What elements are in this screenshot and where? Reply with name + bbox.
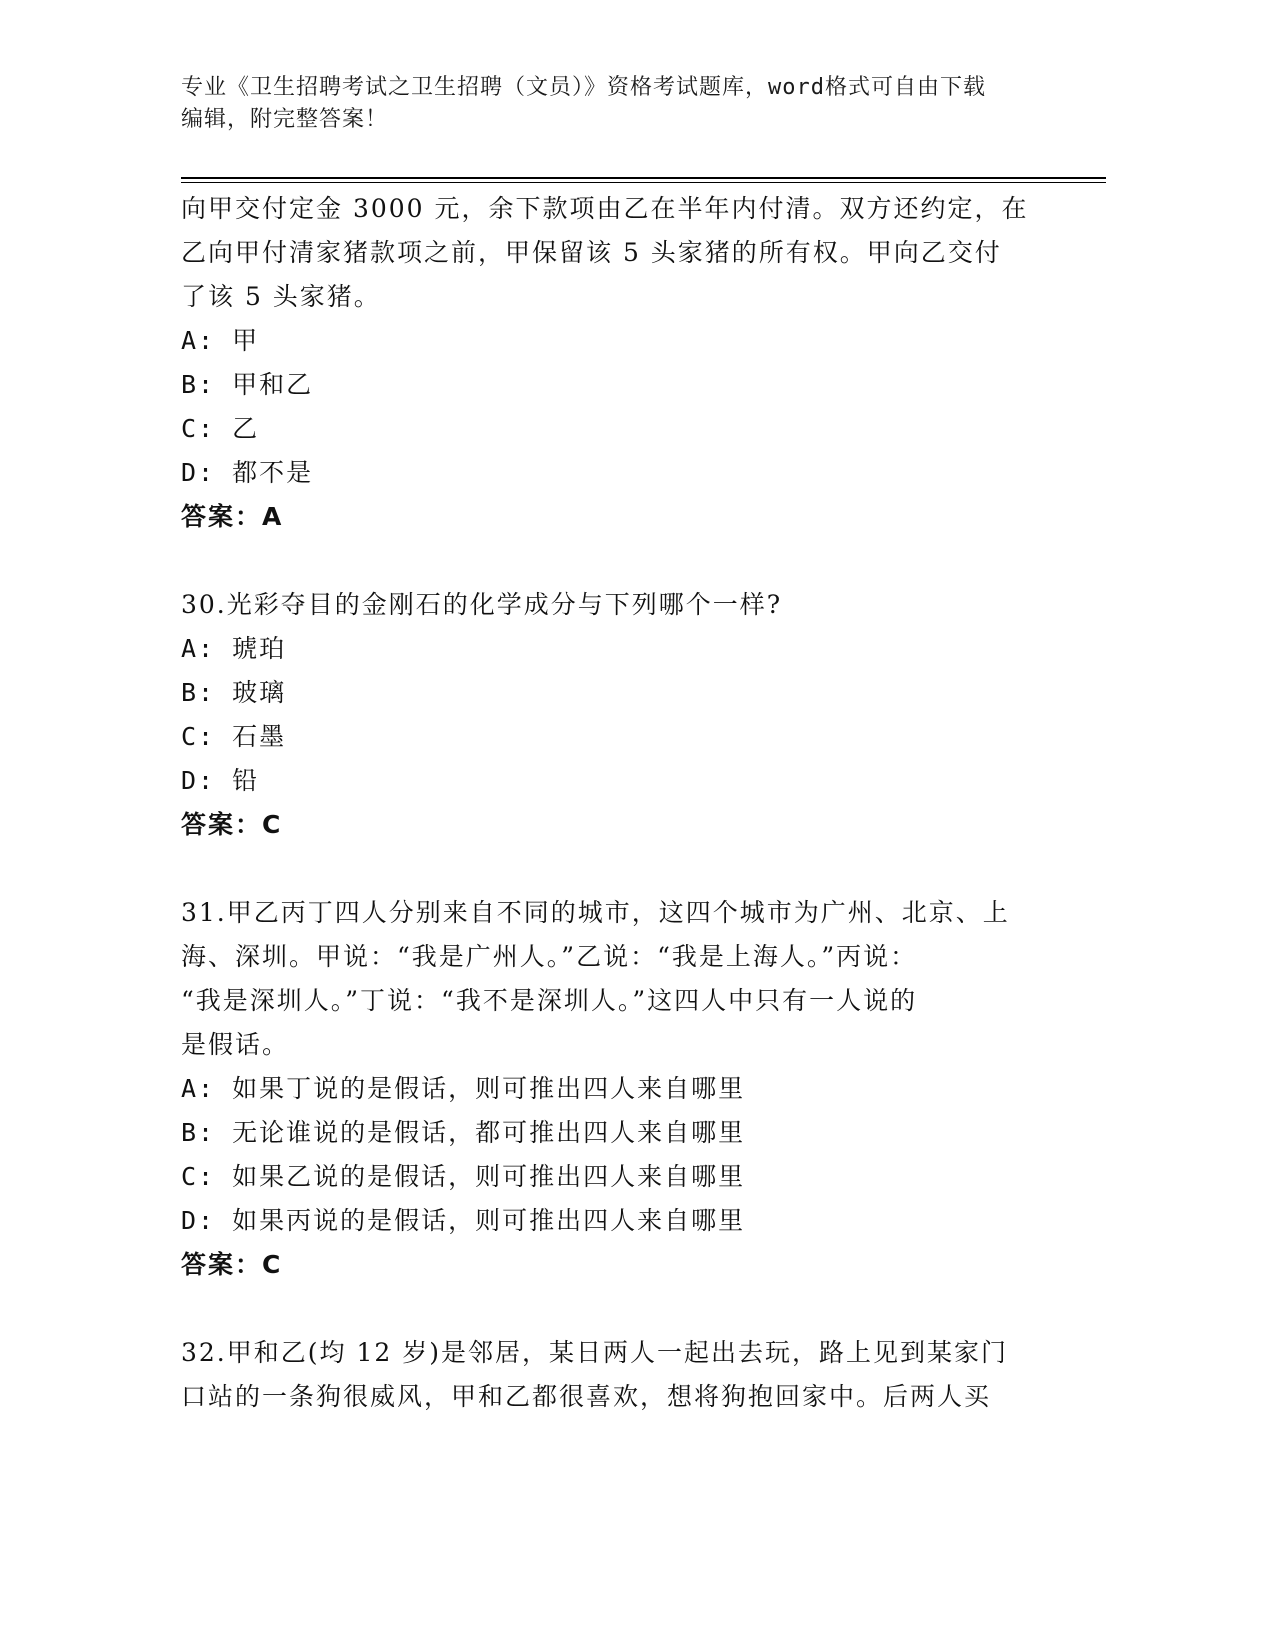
option-b: B: 甲和乙 (181, 370, 314, 399)
question-31 (181, 891, 1041, 1287)
answer: 答案：C (181, 810, 283, 839)
question-stem-line: 乙向甲付清家猪款项之前，甲保留该 5 头家猪的所有权。甲向乙交付 (181, 238, 1002, 267)
question-32 (181, 1331, 1041, 1419)
option-c: C: 如果乙说的是假话，则可推出四人来自哪里 (181, 1162, 746, 1191)
question-stem-line: 口站的一条狗很威风，甲和乙都很喜欢，想将狗抱回家中。后两人买 (181, 1382, 992, 1411)
option-b: B: 玻璃 (181, 678, 287, 707)
header-rule-thin (181, 182, 1106, 183)
question-stem-line: 了该 5 头家猪。 (181, 282, 381, 311)
question-stem-line: 30.光彩夺目的金刚石的化学成分与下列哪个一样? (181, 590, 783, 619)
answer: 答案：C (181, 1250, 283, 1279)
header-line-1: 专业《卫生招聘考试之卫生招聘（文员）》资格考试题库，word格式可自由下载 (181, 75, 986, 100)
question-stem-line: 向甲交付定金 3000 元，余下款项由乙在半年内付清。双方还约定，在 (181, 194, 1029, 223)
option-d: D: 都不是 (181, 458, 314, 487)
question-stem-line: 海、深圳。甲说：“我是广州人。”乙说：“我是上海人。”丙说： (181, 942, 918, 971)
question-29 (181, 187, 1041, 539)
option-d: D: 铅 (181, 766, 260, 795)
document-header (181, 72, 1061, 136)
spacer (181, 847, 1041, 891)
question-30 (181, 583, 1041, 847)
spacer (181, 539, 1041, 583)
question-stem-line: 是假话。 (181, 1030, 290, 1059)
header-rule-thick (181, 177, 1106, 179)
option-a: A: 琥珀 (181, 634, 287, 663)
option-a: A: 甲 (181, 326, 260, 355)
document-body (181, 187, 1041, 1419)
header-line-2: 编辑，附完整答案！ (181, 107, 389, 132)
option-b: B: 无论谁说的是假话，都可推出四人来自哪里 (181, 1118, 746, 1147)
option-c: C: 石墨 (181, 722, 287, 751)
spacer (181, 1287, 1041, 1331)
question-stem-line: 31.甲乙丙丁四人分别来自不同的城市，这四个城市为广州、北京、上 (181, 898, 1010, 927)
option-d: D: 如果丙说的是假话，则可推出四人来自哪里 (181, 1206, 746, 1235)
question-stem-line: 32.甲和乙(均 12 岁)是邻居，某日两人一起出去玩，路上见到某家门 (181, 1338, 1008, 1367)
option-a: A: 如果丁说的是假话，则可推出四人来自哪里 (181, 1074, 746, 1103)
answer: 答案：A (181, 502, 284, 531)
question-stem-line: “我是深圳人。”丁说：“我不是深圳人。”这四人中只有一人说的 (181, 986, 918, 1015)
option-c: C: 乙 (181, 414, 260, 443)
